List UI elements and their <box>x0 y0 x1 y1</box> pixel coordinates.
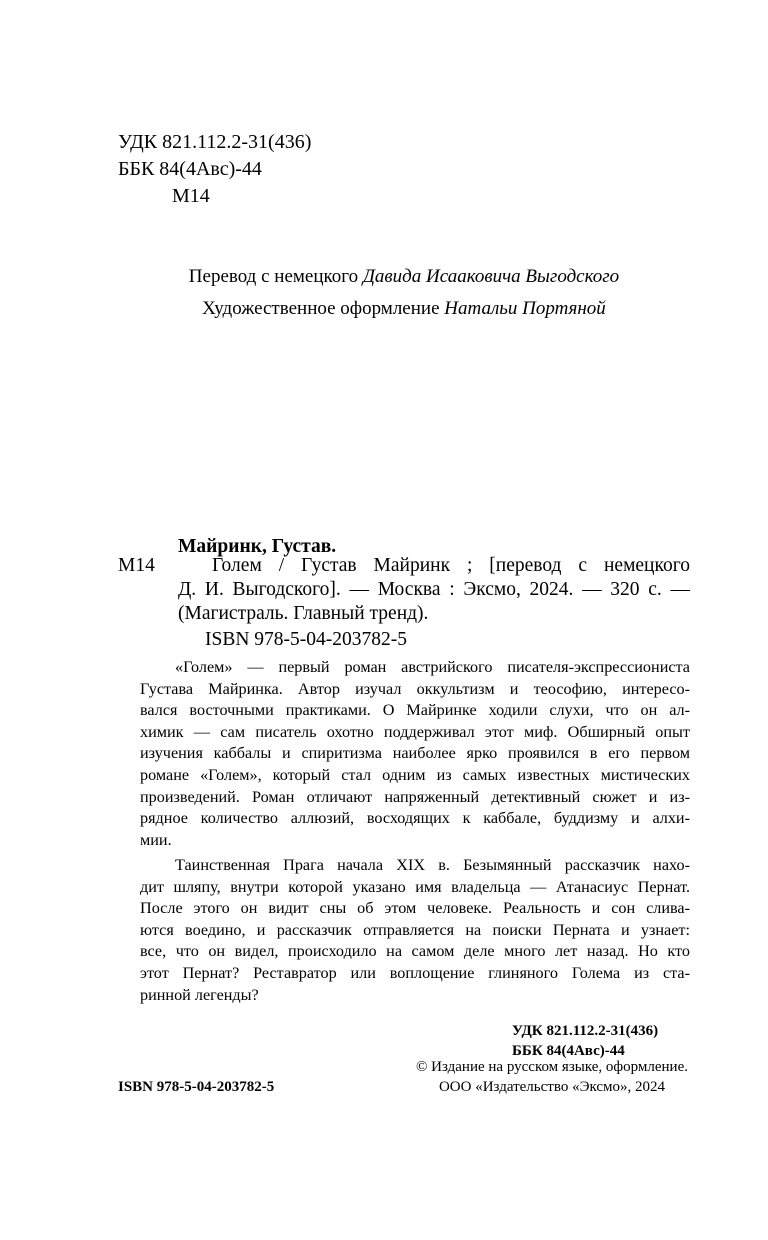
udk-code: УДК 821.112.2-31(436) <box>118 131 312 153</box>
bib-isbn: ISBN 978-5-04-203782-5 <box>205 629 408 650</box>
copyright-line-2: ООО «Издательство «Эксмо», 2024 <box>438 1079 666 1095</box>
design-prefix: Художественное оформление <box>202 298 445 319</box>
bottom-udk: УДК 821.112.2-31(436) <box>512 1023 659 1039</box>
bib-line: Голем / Густав Майринк ; [перевод с немецкого <box>212 555 690 576</box>
annotation-paragraph-2 <box>140 855 690 1006</box>
annotation-line: После этого он видит сны об этом человеке. Реальность и сон слива- <box>140 899 690 918</box>
design-credit <box>0 298 768 320</box>
translation-credit <box>0 266 768 288</box>
bibliographic-record <box>178 554 690 626</box>
annotation-line: дит шляпу, внутри которой указано имя владельца — Атанасиус Пернат. <box>140 877 690 896</box>
author-mark: М14 <box>172 185 210 207</box>
annotation-line: ринной легенды? <box>140 985 259 1004</box>
annotation-line: изучения каббалы и спиритизма наиболее ярко проявился в его первом <box>140 744 690 763</box>
annotation-line: «Голем» — первый роман австрийского писателя-экспрессиониста <box>175 658 690 676</box>
annotation-line: мии. <box>140 830 172 849</box>
annotation-line: рядное количество аллюзий, восходящих к каббале, буддизму и алхи- <box>140 809 690 828</box>
annotation-line: романе «Голем», который стал одним из самых известных мистических <box>140 765 690 784</box>
bib-author-mark: М14 <box>118 555 155 576</box>
bib-line: (Магистраль. Главный тренд). <box>178 603 429 624</box>
author-heading: Майринк, Густав. <box>178 536 337 557</box>
bottom-bbk: ББК 84(4Авс)-44 <box>512 1043 625 1059</box>
footer-isbn: ISBN 978-5-04-203782-5 <box>118 1079 275 1095</box>
annotation-line: химик — сам писатель охотно поддерживал этот миф. Обширный опыт <box>140 722 690 741</box>
annotation-line: ются воедино, и рассказчик отправляется на поиски Перната и узнает: <box>140 920 690 939</box>
annotation-line: Густава Майринка. Автор изучал оккультизм и теософию, интересо- <box>140 679 690 698</box>
translator-name: Давида Исааковича Выгодского <box>362 266 620 287</box>
annotation-line: произведений. Роман отличают напряженный детективный сюжет и из- <box>140 787 690 806</box>
copyright-line-1: © Издание на русском языке, оформление. <box>416 1059 688 1075</box>
translation-prefix: Перевод с немецкого <box>188 266 363 287</box>
annotation-paragraph-1 <box>140 657 690 851</box>
annotation-line: Таинственная Прага начала XIX в. Безымянный рассказчик нахо- <box>175 856 690 874</box>
annotation-line: все, что он видел, происходило на самом деле много лет назад. Но кто <box>140 942 690 961</box>
annotation-line: этот Пернат? Реставратор или воплощение глиняного Голема из ста- <box>140 963 690 982</box>
bib-line: Д. И. Выгодского]. — Москва : Эксмо, 2024. — 320 с. — <box>178 579 690 600</box>
bbk-code: ББК 84(4Авс)-44 <box>118 158 262 180</box>
designer-name: Натальи Портяной <box>444 298 606 319</box>
annotation-line: вался восточными практиками. О Майринке ходили слухи, что он ал- <box>140 701 690 720</box>
